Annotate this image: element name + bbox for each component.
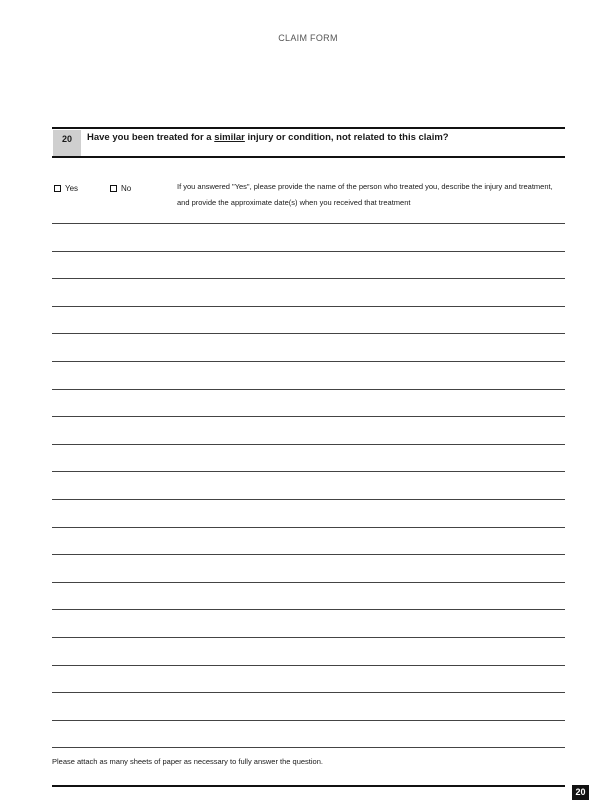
answer-line[interactable]	[52, 306, 565, 307]
answer-line[interactable]	[52, 582, 565, 583]
answer-line[interactable]	[52, 333, 565, 334]
answer-line[interactable]	[52, 554, 565, 555]
answer-line[interactable]	[52, 361, 565, 362]
answer-line[interactable]	[52, 637, 565, 638]
question-text	[87, 132, 449, 143]
answer-line[interactable]	[52, 692, 565, 693]
attach-sheets-note: Please attach as many sheets of paper as necessary to fully answer the question.	[52, 757, 323, 766]
answer-line[interactable]	[52, 444, 565, 445]
answer-line[interactable]	[52, 223, 565, 224]
question-text-after: injury or condition, not related to this claim?	[244, 132, 449, 143]
answer-line[interactable]	[52, 747, 565, 748]
question-bottom-rule	[52, 156, 565, 158]
no-checkbox[interactable]	[110, 185, 117, 192]
answer-line[interactable]	[52, 471, 565, 472]
answer-line[interactable]	[52, 665, 565, 666]
form-title: CLAIM FORM	[278, 33, 338, 43]
yes-label: Yes	[65, 184, 79, 193]
yes-checkbox[interactable]	[54, 185, 61, 192]
answer-instructions: If you answered "Yes", please provide the name of the person who treated you, describe the injury and treatment, and provide the approximate date(s) when you received that treatment	[177, 182, 553, 207]
no-option[interactable]	[110, 184, 131, 193]
answer-line[interactable]	[52, 609, 565, 610]
page-number-badge: 20	[572, 785, 589, 800]
answer-line[interactable]	[52, 278, 565, 279]
answer-line[interactable]	[52, 527, 565, 528]
answer-line[interactable]	[52, 499, 565, 500]
answer-line[interactable]	[52, 720, 565, 721]
question-number: 20	[53, 130, 81, 156]
question-text-before: Have you been treated for a	[87, 132, 215, 143]
page-bottom-rule	[52, 785, 565, 787]
answer-line[interactable]	[52, 416, 565, 417]
question-top-rule	[52, 127, 565, 129]
yes-option[interactable]	[54, 184, 78, 193]
question-text-emphasis: similar	[214, 132, 245, 143]
no-label: No	[121, 184, 132, 193]
answer-line[interactable]	[52, 389, 565, 390]
answer-line[interactable]	[52, 251, 565, 252]
